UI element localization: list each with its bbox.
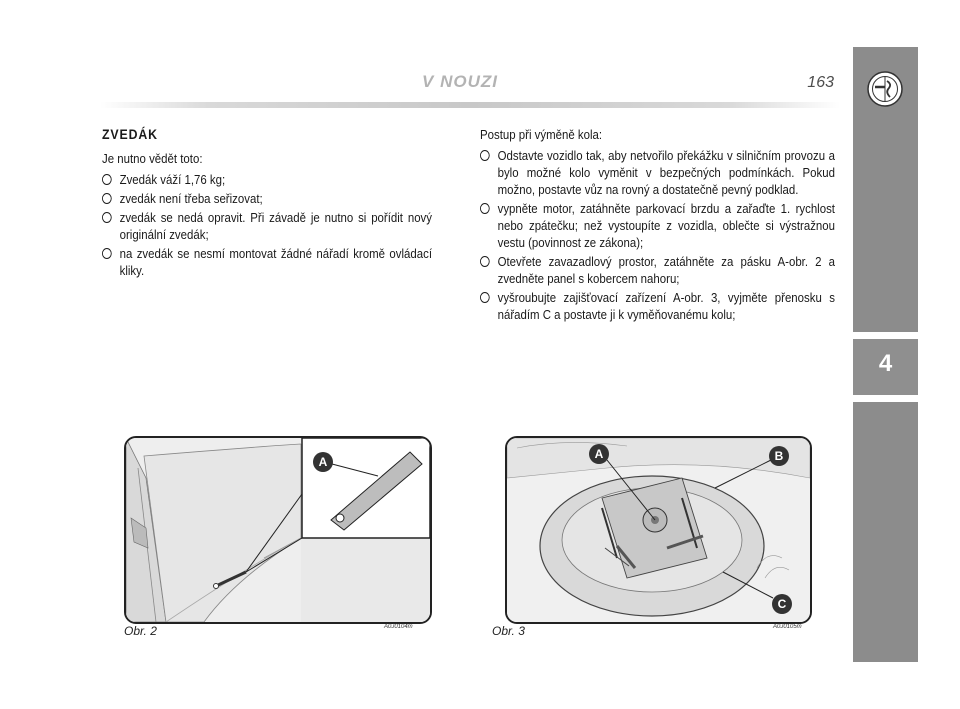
callout-a: A xyxy=(318,455,328,469)
circle-bullet-icon xyxy=(102,212,112,223)
circle-bullet-icon xyxy=(480,256,490,267)
circle-bullet-icon xyxy=(480,203,490,214)
figure-3-label: Obr. 3 xyxy=(492,624,525,638)
figure-2-label: Obr. 2 xyxy=(124,624,157,638)
side-tab-bottom xyxy=(853,402,918,662)
figure-2-code: A0J0104m xyxy=(384,624,413,630)
callout-b: B xyxy=(774,449,784,463)
list-item: Otevřete zavazadlový prostor, zatáhněte za pásku A-obr. 2 a zvedněte panel s kobercem nahoru; xyxy=(480,253,835,287)
trunk-illustration xyxy=(126,438,430,622)
spare-wheel-illustration xyxy=(507,438,810,622)
callout-a: A xyxy=(594,447,604,461)
figure-3-spare-wheel xyxy=(505,436,812,624)
section-title: ZVEDÁK xyxy=(102,126,158,142)
alfa-romeo-logo-icon xyxy=(866,70,904,108)
chapter-number: 4 xyxy=(878,350,893,377)
right-text-column xyxy=(480,126,835,325)
left-bullet-list xyxy=(102,171,432,279)
left-intro: Je nutno vědět toto: xyxy=(102,151,203,166)
callout-c: C xyxy=(777,597,787,611)
circle-bullet-icon xyxy=(480,150,490,161)
circle-bullet-icon xyxy=(102,174,112,185)
figure-2-trunk-strap xyxy=(124,436,432,624)
list-item: Odstavte vozidlo tak, aby netvořilo překážku v silničním provozu a bylo možné kolo vyměnit v bezpečných podmínkách. Pokud možno, postavte vůz na rovný a dostatečně pevný podklad. xyxy=(480,147,835,198)
list-item: Zvedák váží 1,76 kg; xyxy=(102,171,432,188)
page-number: 163 xyxy=(807,74,834,91)
right-intro: Postup při výměně kola: xyxy=(480,127,603,142)
list-item: zvedák není třeba seřizovat; xyxy=(102,190,432,207)
running-header-title: V NOUZI xyxy=(422,72,498,91)
circle-bullet-icon xyxy=(102,248,112,259)
circle-bullet-icon xyxy=(480,292,490,303)
list-item: vypněte motor, zatáhněte parkovací brzdu a zařaďte 1. rychlost nebo zpátečku; než vystoupíte z vozidla, oblečte si výstražnou vestu (povinnost ze zákona); xyxy=(480,200,835,251)
list-item: zvedák se nedá opravit. Při závadě je nutno si pořídit nový originální zvedák; xyxy=(102,209,432,243)
list-item: na zvedák se nesmí montovat žádné nářadí kromě ovládací kliky. xyxy=(102,245,432,279)
right-bullet-list xyxy=(480,147,835,323)
figure-3-code: A0J0105m xyxy=(773,624,802,630)
circle-bullet-icon xyxy=(102,193,112,204)
left-text-column xyxy=(102,126,432,281)
header-divider xyxy=(100,102,840,108)
list-item: vyšroubujte zajišťovací zařízení A-obr. 3, vyjměte přenosku s nářadím C a postavte ji k vyměňovanému kolu; xyxy=(480,289,835,323)
